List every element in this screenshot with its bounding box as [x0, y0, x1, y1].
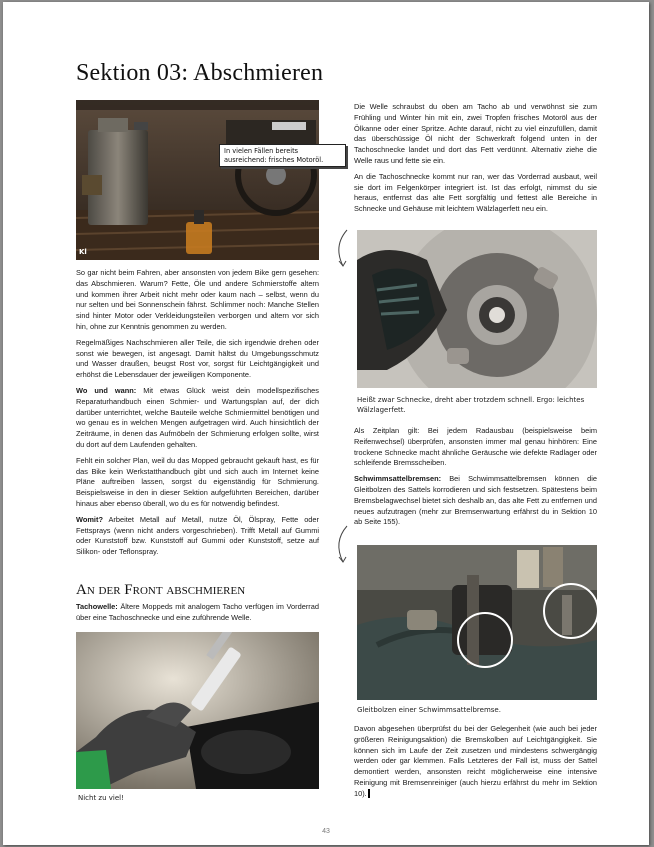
syringe-photo: [76, 632, 319, 789]
left-column: [76, 268, 319, 563]
paragraph-text: Arbeitet Metall auf Metall, nutze Öl, Ölspray, Fette oder Fettsprays (wenn nicht anders vorgeschrieben). Trifft Metall auf Gummi oder Kunststoff bzw. Kunststoff auf Gummi oder Kunststoff, setze auf Silikon- oder Teflonspray.: [76, 514, 319, 557]
page-number: 43: [322, 828, 330, 835]
right-column-top: [354, 102, 597, 220]
page-title: Sektion 03: Abschmieren: [76, 60, 324, 86]
right-column-bottom: [354, 724, 597, 805]
paragraph-text: Bei Schwimmsattelbremsen können die Gleitbolzen des Sattels korrodieren und sich festsetzen. Spätestens beim Bremsbelagwechsel bietet sich deshalb an, das alte Fett zu entfernen und neues aufzutragen (mehr zur Bremsenwartung erfährst du in Sektion 10 ab Seite 155).: [354, 474, 597, 527]
paragraph: [354, 724, 597, 800]
brake-caliper-photo: [357, 545, 597, 700]
curved-arrow-icon: [331, 228, 353, 270]
left-column-lower: [76, 602, 319, 629]
paragraph-text: Ältere Moppeds mit analogem Tacho verfügen im Vorderrad über eine Tachoschnecke und eine zuführende Welle.: [76, 602, 319, 622]
paragraph: Fehlt ein solcher Plan, weil du das Mopped gebraucht gekauft hast, es für das Bike kein Werkstatthandbuch gibt und sich auch im Internet keine Pläne auftreiben lassen, sorgst du eigenständig für Schmierung. Beispielsweise in den in dieser Sektion aufgeführten Bereichen, darüber hinaus aber ebenso überall, wo du es für notwendig befindest.: [76, 455, 319, 508]
image-caption: Heißt zwar Schnecke, dreht aber trotzdem schnell. Ergo: leichtes Wälzlagerfett.: [357, 396, 585, 414]
paragraph: Regelmäßiges Nachschmieren aller Teile, die sich irgendwie drehen oder sonst wie bewegen, ist angesagt. Damit hältst du Umgebungsschmutz und Wasser draußen, beugst Rost vor, sorgst für Leichtgängigkeit und erhöhst die Lebensdauer der jeweiligen Komponente.: [76, 337, 319, 380]
paragraph-lead: Womit?: [76, 514, 103, 524]
text-cursor: [368, 789, 370, 798]
paragraph: Die Welle schraubst du oben am Tacho ab und verwöhnst sie zum Frühling und Winter hin mit ein, zwei Tropfen frisches Motoröl aus der Ölkanne oder einer Spritze. Achte darauf, nicht zu viel einzufüllen, damit das überschüssige Öl nicht der Schwerkraft folgend unten in der Tachoschnecke landet und dort das Fett verdünnt. Alternativ ziehe die Welle raus und fette sie ein.: [354, 102, 597, 165]
paragraph: [76, 386, 319, 451]
image-caption: Nicht zu viel!: [78, 794, 124, 802]
right-column-middle: [354, 426, 597, 533]
paragraph-text: Mit etwas Glück weist dein modellspezifisches Reparaturhandbuch einen Schmier- und Wartungsplan auf, der dich darüber unterrichtet, welche Bauteile welche Schmiermittel benötigen und wo genau es in welchen Mengen aufgetragen wird. Auch hinsichtlich der Zeiträume, in denen das Aufmöbeln der Schmierung erfolgen sollte, wirst du dort auf dem Laufenden gehalten.: [76, 385, 319, 449]
oil-can-photo: [76, 100, 319, 260]
paragraph: Als Zeitplan gilt: Bei jedem Radausbau (beispielsweise beim Reifenwechsel) überprüfen, ansonsten immer mal genau hinhören: Eine trockene Schnecke macht ähnliche Geräusche wie defekte Radlager oder schleifende Bremsscheiben.: [354, 426, 597, 468]
paragraph: So gar nicht beim Fahren, aber ansonsten von jedem Bike gern gesehen: das Abschmieren. Warum? Fette, Öle und andere Schmierstoffe altern und kommen ihrer Arbeit nicht mehr oder kaum nach – selbst, wenn du nur selten und bei Sonnenschein fährst. Schlimmer noch: Manche Stellen sind hinter Motor oder Verkleidungsteilen verborgen und altern vor sich hin, ohne zur Kenntnis genommen zu werden.: [76, 268, 319, 331]
photo-logo: Kl: [79, 248, 87, 256]
paragraph-text: Davon abgesehen überprüfst du bei der Gelegenheit (wie auch bei jeder größeren Reinigungsaktion) die Bremskolben auf Leichtgängigkeit. Sie können sich im Laufe der Zeit zusetzen und mindestens schwergängig werden oder gar klemmen. Falls Letzteres der Fall ist, muss der Sattel demontiert werden, ansonsten reicht möglicherweise eine intensive Reinigung mit Bremsenreiniger (auch hierzu erfährst du mehr im Sektion 10).: [354, 724, 597, 798]
section-heading: An der Front abschmieren: [76, 582, 246, 598]
document-page: [3, 2, 649, 845]
paragraph-lead: Schwimmsattelbremsen:: [354, 474, 442, 484]
paragraph: An die Tachoschnecke kommt nur ran, wer das Vorderrad ausbaut, weil sie dort im Felgenkörper integriert ist. Ist das erfolgt, nimmst du sie heraus, entfernst das alte Fett sorgfältig und fettest alle Bereiche in Schnecke und Gehäuse mit leichtem Wälzlagerfett neu ein.: [354, 171, 597, 214]
paragraph: [76, 602, 319, 624]
paragraph: [354, 474, 597, 528]
paragraph: [76, 515, 319, 558]
curved-arrow-icon: [331, 524, 353, 566]
image-caption: Gleitbolzen einer Schwimmsattelbremse.: [357, 706, 501, 714]
paragraph-lead: Tachowelle:: [76, 602, 118, 611]
photo-callout: In vielen Fällen bereits ausreichend: frisches Motoröl.: [219, 144, 346, 167]
paragraph-lead: Wo und wann:: [76, 385, 137, 395]
wheel-hub-photo: [357, 230, 597, 388]
